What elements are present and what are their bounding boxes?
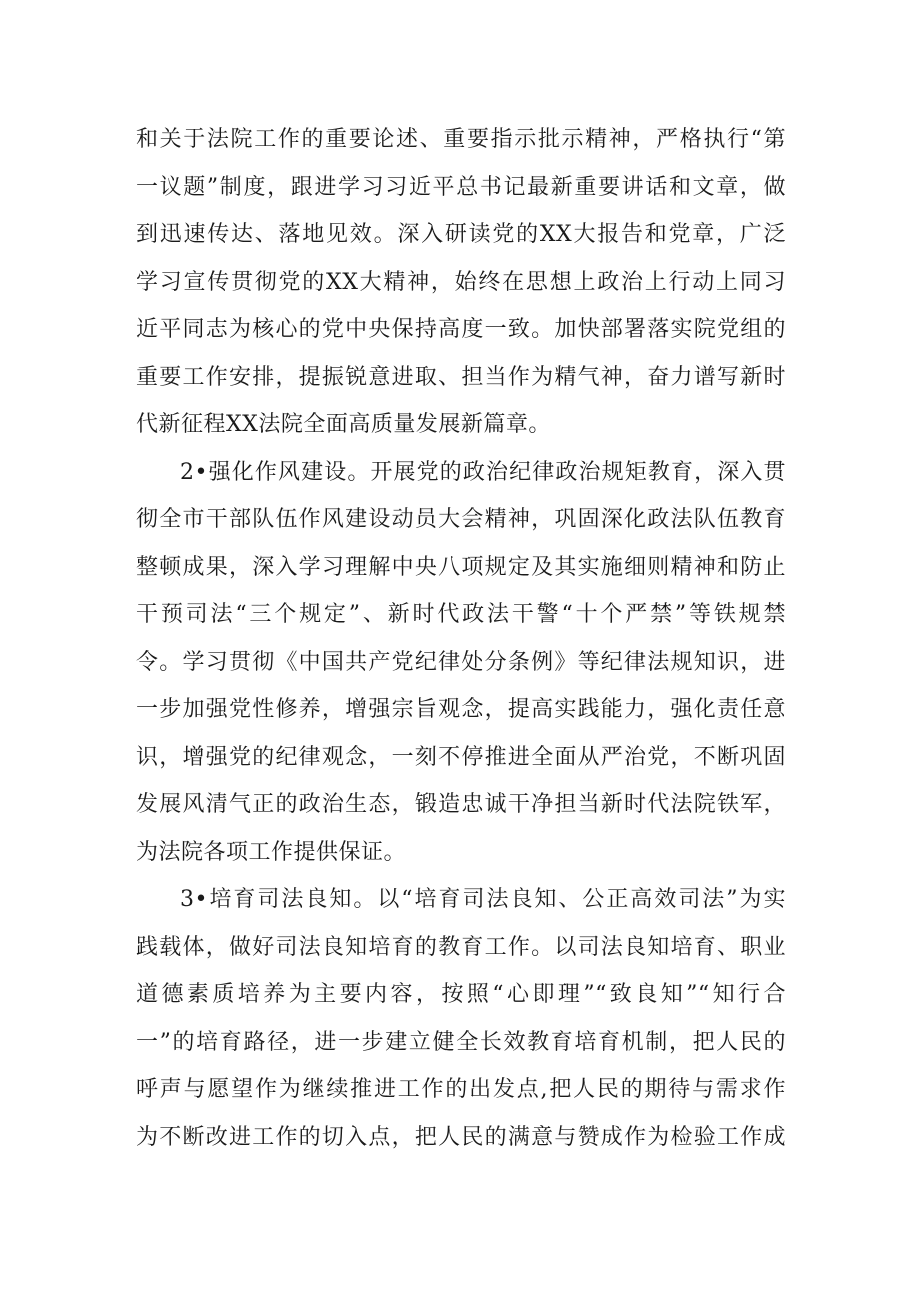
- text-line: 呼声与愿望作为继续推进工作的出发点,把人民的期待与需求作: [136, 1077, 786, 1102]
- text-line: 一议题”制度，跟进学习习近平总书记最新重要讲话和文章，做: [136, 174, 786, 200]
- text-line: 彻全市干部队伍作风建设动员大会精神，巩固深化政法队伍教育: [136, 507, 786, 532]
- text-line: 一步加强党性修养，增强宗旨观念，提高实践能力，强化责任意: [136, 697, 786, 722]
- text-line: 一”的培育路径，进一步建立健全长效教育培育机制，把人民的: [136, 1029, 786, 1055]
- text-line: 践载体，做好司法良知培育的教育工作。以司法良知培育、职业: [136, 934, 786, 960]
- text-line: 为不断改进工作的切入点，把人民的满意与赞成作为检验工作成: [136, 1124, 786, 1150]
- text-line: 整顿成果，深入学习理解中央八项规定及其实施细则精神和防止: [136, 554, 786, 580]
- text-line: 令。学习贯彻《中国共产党纪律处分条例》等纪律法规知识，进: [136, 649, 786, 675]
- text-line: 到迅速传达、落地见效。深入研读党的XX大报告和党章，广泛: [136, 222, 786, 247]
- text-line: 近平同志为核心的党中央保持高度一致。加快部署落实院党组的: [136, 317, 786, 342]
- text-line: 干预司法“三个规定”、新时代政法干警“十个严禁”等铁规禁: [136, 602, 786, 627]
- text-line: 和关于法院工作的重要论述、重要指示批示精神，严格执行“第: [136, 127, 786, 152]
- text-line: 道德素质培养为主要内容，按照“心即理”“致良知”“知行合: [136, 982, 786, 1007]
- text-line: 识，增强党的纪律观念，一刻不停推进全面从严治党，不断巩固: [136, 744, 786, 770]
- paragraph-1: [136, 116, 786, 449]
- document-body: [136, 116, 786, 1161]
- text-line: 重要工作安排，提振锐意进取、担当作为精气神，奋力谱写新时: [136, 364, 786, 390]
- text-line: 发展风清气正的政治生态，锻造忠诚干净担当新时代法院铁军，: [136, 792, 786, 817]
- text-line: 代新征程XX法院全面高质量发展新篇章。: [136, 412, 551, 437]
- text-line: 为法院各项工作提供保证。: [136, 839, 407, 865]
- text-line: 学习宣传贯彻党的XX大精神，始终在思想上政治上行动上同习: [136, 269, 786, 295]
- text-line: 3•培育司法良知。以“培育司法良知、公正高效司法”为实: [180, 887, 786, 912]
- paragraph-3: [136, 876, 786, 1161]
- text-line: 2•强化作风建设。开展党的政治纪律政治规矩教育，深入贯: [180, 459, 786, 485]
- paragraph-2: [136, 449, 786, 877]
